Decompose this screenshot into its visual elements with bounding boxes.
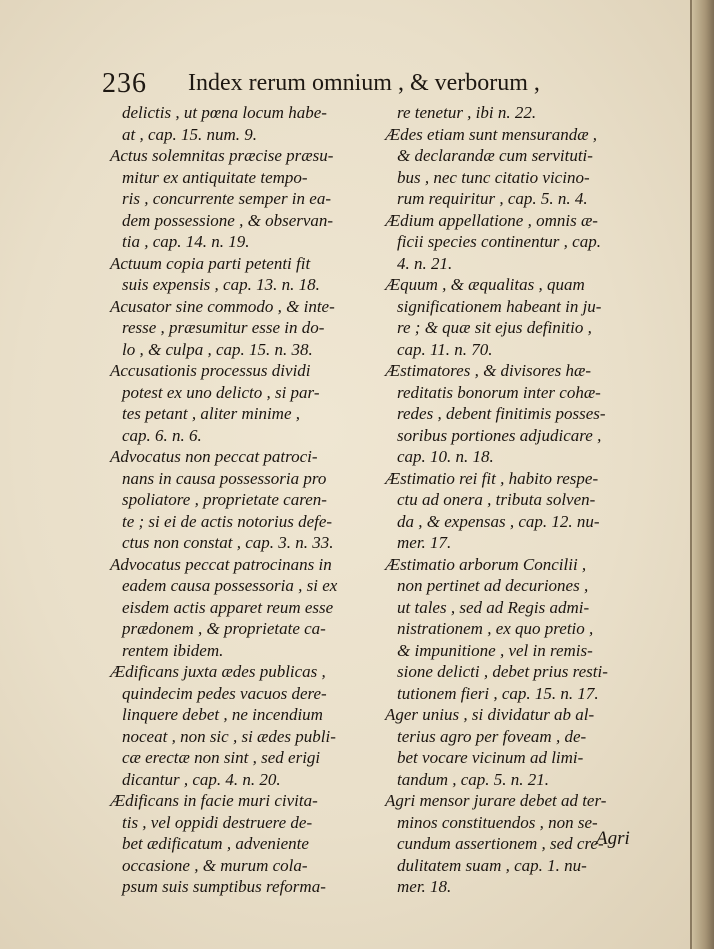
index-line: non pertinet ad decuriones , [397,576,589,595]
index-line: mer. 18. [397,877,452,896]
index-line: delictis , ut pœna locum habe- [122,103,327,122]
index-line: cundum assertionem , sed cre- [397,834,604,853]
index-line: mer. 17. [397,533,452,552]
page-number: 236 [102,68,147,99]
page-edge [690,0,692,949]
index-line: eadem causa possessoria , si ex [122,576,338,595]
index-line: re ; & quæ sit ejus definitio , [397,318,592,337]
index-entry-start: Æquum , & æqualitas , quam [385,275,585,294]
index-line: ris , concurrente semper in ea- [122,189,331,208]
index-line: prædonem , & proprietate ca- [122,619,326,638]
index-line: bet vocare vicinum ad limi- [397,748,584,767]
index-line: redes , debent finitimis posses- [397,404,606,423]
index-entry-start: Æstimatores , & divisores hæ- [385,361,592,380]
index-entry-start: Actuum copia parti petenti fit [110,253,311,273]
index-line: tis , vel oppidi destruere de- [122,812,313,832]
index-line: tia , cap. 14. n. 19. [122,232,250,251]
index-line: minos constituendos , non se- [397,812,598,832]
index-entry-start: Ædificans in facie muri civita- [110,791,318,810]
index-line: ctu ad onera , tributa solven- [397,490,596,509]
right-column [385,102,650,898]
index-line: sione delicti , debet prius resti- [397,662,608,681]
index-line: ctus non constat , cap. 3. n. 33. [122,533,334,552]
index-line: bus , nec tunc citatio vicino- [397,167,590,187]
index-entry-start: Ædificans juxta ædes publicas , [110,662,326,681]
index-line: ficii species continentur , cap. [397,232,601,251]
index-entry-start: Actus solemnitas præcise præsu- [110,146,334,165]
index-line: tandum , cap. 5. n. 21. [397,769,550,789]
index-line: re tenetur , ibi n. 22. [397,103,537,122]
index-line: noceat , non sic , si ædes publi- [122,726,336,746]
page-gutter [692,0,714,949]
index-line: & declarandæ cum servituti- [397,146,593,165]
index-entry-start: Ædium appellatione , omnis æ- [385,210,598,230]
index-line: dicantur , cap. 4. n. 20. [122,769,281,789]
index-line: reditatis bonorum inter cohæ- [397,382,601,402]
index-line: tutionem fieri , cap. 15. n. 17. [397,683,599,703]
index-entry-start: Ædes etiam sunt mensurandæ , [385,124,598,144]
index-entry-start: Accusationis processus dividi [110,361,311,380]
index-line: linquere debet , ne incendium [122,705,323,724]
index-line: suis expensis , cap. 13. n. 18. [122,275,320,294]
index-entry-start: Æstimatio arborum Concilii , [385,554,587,574]
index-line: te ; si ei de actis notorius defe- [122,511,333,531]
index-line: bet ædificatum , adveniente [122,834,309,853]
index-line: cæ erectæ non sint , sed erigi [122,748,321,767]
index-line: nistrationem , ex quo pretio , [397,619,594,638]
index-entry-start: Advocatus peccat patrocinans in [110,554,332,574]
index-line: quindecim pedes vacuos dere- [122,683,327,703]
index-line: psum suis sumptibus reforma- [122,877,326,896]
index-line: mitur ex antiquitate tempo- [122,167,308,187]
index-line: 4. n. 21. [397,253,453,273]
index-entry-start: Advocatus non peccat patroci- [110,447,318,466]
index-line: eisdem actis apparet reum esse [122,597,334,617]
index-line: significationem habeant in ju- [397,296,602,316]
index-entry-start: Æstimatio rei fit , habito respe- [385,468,599,488]
index-line: dulitatem suam , cap. 1. nu- [397,855,587,875]
index-line: at , cap. 15. num. 9. [122,124,258,144]
index-line: rentem ibidem. [122,640,224,660]
page-header [102,64,602,104]
index-entry-start: Ager unius , si dividatur ab al- [385,705,595,724]
index-entry-start: Acusator sine commodo , & inte- [110,296,335,316]
index-line: cap. 10. n. 18. [397,447,494,466]
index-line: tes petant , aliter minime , [122,404,301,423]
index-line: terius agro per foveam , de- [397,726,587,746]
index-line: potest ex uno delicto , si par- [122,382,320,402]
running-head: Index rerum omnium , & verborum , [188,70,540,96]
index-entry-start: Agri mensor jurare debet ad ter- [385,791,607,810]
index-line: nans in causa possessoria pro [122,468,327,488]
left-column [110,102,372,898]
index-line: dem possessione , & observan- [122,210,334,230]
index-line: ut tales , sed ad Regis admi- [397,597,590,617]
index-line: cap. 11. n. 70. [397,339,493,359]
index-line: resse , præsumitur esse in do- [122,318,325,337]
catchword: Agri [596,828,630,849]
index-line: da , & expensas , cap. 12. nu- [397,511,600,531]
index-line: cap. 6. n. 6. [122,425,202,445]
index-line: soribus portiones adjudicare , [397,425,602,445]
index-line: rum requiritur , cap. 5. n. 4. [397,189,588,208]
index-line: & impunitione , vel in remis- [397,640,593,660]
index-line: occasione , & murum cola- [122,855,308,875]
index-line: spoliatore , proprietate caren- [122,490,327,509]
index-line: lo , & culpa , cap. 15. n. 38. [122,339,313,359]
